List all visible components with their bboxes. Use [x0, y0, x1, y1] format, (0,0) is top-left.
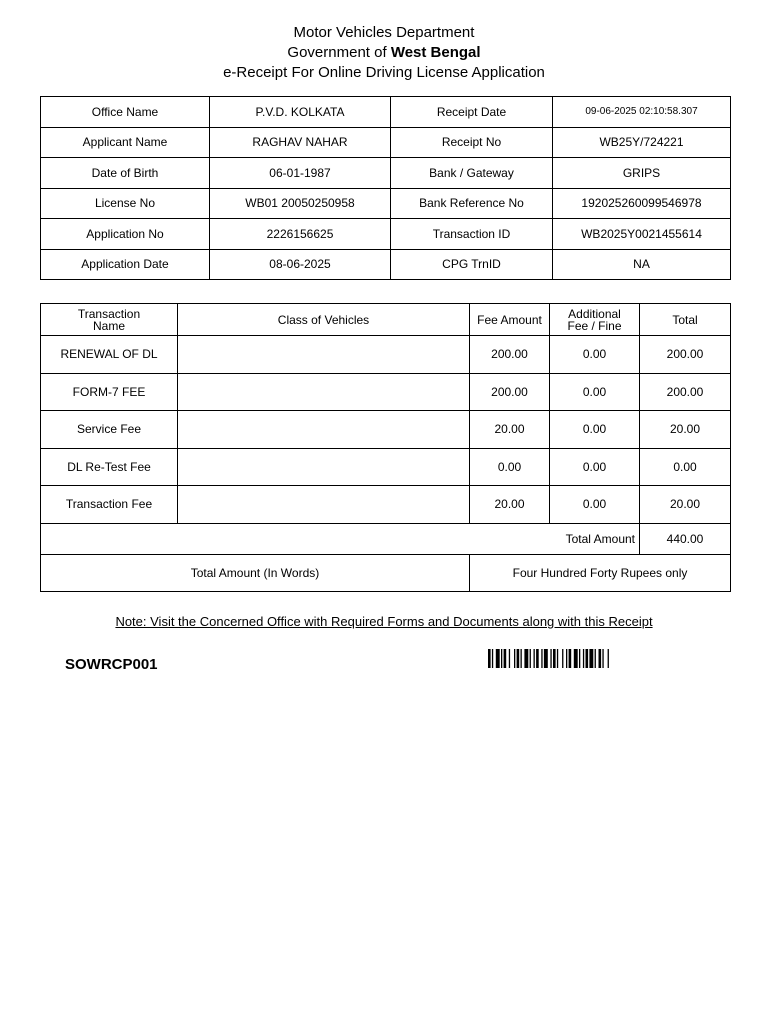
barcode-bar	[574, 649, 578, 668]
barcode-bar	[544, 649, 548, 668]
info-row	[41, 127, 731, 158]
barcode-bar	[608, 649, 609, 668]
fee-amount: 200.00	[470, 336, 550, 374]
info-label: Receipt No	[391, 127, 553, 158]
info-value: 09-06-2025 02:10:58.307	[553, 97, 731, 128]
table-row	[41, 486, 731, 524]
info-label: Bank Reference No	[391, 188, 553, 219]
table-row	[41, 373, 731, 411]
info-label: Office Name	[41, 97, 210, 128]
barcode-bar	[569, 649, 572, 668]
government-prefix: Government of	[287, 44, 387, 61]
fee-amount: 0.00	[470, 448, 550, 486]
table-row	[41, 448, 731, 486]
fee-total: 0.00	[640, 448, 731, 486]
applicant-info-table	[40, 96, 731, 280]
table-row	[41, 411, 731, 449]
fee-additional: 0.00	[550, 486, 640, 524]
total-amount-label: Total Amount	[41, 523, 640, 554]
barcode-bar	[553, 649, 556, 668]
info-label: Transaction ID	[391, 219, 553, 250]
fee-additional: 0.00	[550, 373, 640, 411]
fee-name: DL Re-Test Fee	[41, 448, 178, 486]
fee-additional: 0.00	[550, 448, 640, 486]
barcode-bar	[595, 649, 596, 668]
office-note: Note: Visit the Concerned Office with Required Forms and Documents along with this Receipt	[115, 614, 653, 629]
barcode-bar	[496, 649, 500, 668]
info-value: NA	[553, 249, 731, 280]
barcode-bar	[524, 649, 528, 668]
barcode-icon	[488, 649, 702, 668]
fee-additional: 0.00	[550, 336, 640, 374]
government-line	[0, 43, 768, 63]
total-amount-row	[41, 523, 731, 554]
header-additional-fee: Additional Fee / Fine	[550, 304, 640, 336]
fee-class	[178, 336, 470, 374]
fee-total: 20.00	[640, 411, 731, 449]
info-value: 06-01-1987	[210, 158, 391, 189]
info-value: GRIPS	[553, 158, 731, 189]
header-transaction-name: Transaction Name	[41, 304, 178, 336]
info-value: 08-06-2025	[210, 249, 391, 280]
barcode-bar	[602, 649, 603, 668]
info-row	[41, 158, 731, 189]
fee-header-row	[41, 304, 731, 336]
barcode-bar	[492, 649, 493, 668]
fee-amount: 20.00	[470, 486, 550, 524]
fee-table	[40, 303, 731, 592]
words-label: Total Amount (In Words)	[41, 554, 470, 591]
barcode-bar	[599, 649, 602, 668]
amount-in-words-row	[41, 554, 731, 591]
fee-name: RENEWAL OF DL	[41, 336, 178, 374]
barcode-bar	[534, 649, 535, 668]
info-value: WB25Y/724221	[553, 127, 731, 158]
state-name: West Bengal	[390, 44, 481, 61]
barcode-bar	[566, 649, 567, 668]
barcode-bar	[541, 649, 542, 668]
info-label: License No	[41, 188, 210, 219]
info-label: Application No	[41, 219, 210, 250]
fee-amount: 20.00	[470, 411, 550, 449]
info-value: RAGHAV NAHAR	[210, 127, 391, 158]
barcode-bar	[579, 649, 580, 668]
header-total: Total	[640, 304, 731, 336]
barcode-bar	[517, 649, 520, 668]
info-value: P.V.D. KOLKATA	[210, 97, 391, 128]
barcode-bar	[536, 649, 539, 668]
info-label: CPG TrnID	[391, 249, 553, 280]
receipt-code: SOWRCP001	[65, 656, 158, 673]
barcode-bar	[504, 649, 507, 668]
barcode-bar	[562, 649, 563, 668]
fee-class	[178, 373, 470, 411]
fee-class	[178, 486, 470, 524]
barcode-bar	[589, 649, 593, 668]
info-value: 2226156625	[210, 219, 391, 250]
info-row	[41, 249, 731, 280]
header-class-of-vehicles: Class of Vehicles	[178, 304, 470, 336]
fee-name: Service Fee	[41, 411, 178, 449]
info-value: WB01 20050250958	[210, 188, 391, 219]
info-row	[41, 97, 731, 128]
info-value: 192025260099546978	[553, 188, 731, 219]
fee-total: 200.00	[640, 373, 731, 411]
barcode-bar	[550, 649, 551, 668]
info-label: Application Date	[41, 249, 210, 280]
info-row	[41, 219, 731, 250]
fee-class	[178, 448, 470, 486]
barcode-bar	[557, 649, 558, 668]
fee-amount: 200.00	[470, 373, 550, 411]
fee-name: FORM-7 FEE	[41, 373, 178, 411]
header-fee-amount: Fee Amount	[470, 304, 550, 336]
info-label: Date of Birth	[41, 158, 210, 189]
info-label: Bank / Gateway	[391, 158, 553, 189]
fee-total: 200.00	[640, 336, 731, 374]
info-row	[41, 188, 731, 219]
barcode-bar	[514, 649, 515, 668]
barcode-bar	[509, 649, 510, 668]
fee-total: 20.00	[640, 486, 731, 524]
barcode-bar	[583, 649, 584, 668]
receipt-title: e-Receipt For Online Driving License Application	[223, 64, 545, 81]
barcode-bar	[501, 649, 502, 668]
info-value: WB2025Y0021455614	[553, 219, 731, 250]
fee-additional: 0.00	[550, 411, 640, 449]
barcode-bar	[488, 649, 491, 668]
words-value: Four Hundred Forty Rupees only	[470, 554, 731, 591]
info-label: Receipt Date	[391, 97, 553, 128]
fee-class	[178, 411, 470, 449]
barcode-bar	[521, 649, 522, 668]
barcode-bar	[586, 649, 589, 668]
department-title: Motor Vehicles Department	[293, 24, 475, 41]
barcode-bar	[530, 649, 531, 668]
fee-name: Transaction Fee	[41, 486, 178, 524]
info-label: Applicant Name	[41, 127, 210, 158]
table-row	[41, 336, 731, 374]
receipt-header	[0, 23, 768, 83]
total-amount-value: 440.00	[640, 523, 731, 554]
